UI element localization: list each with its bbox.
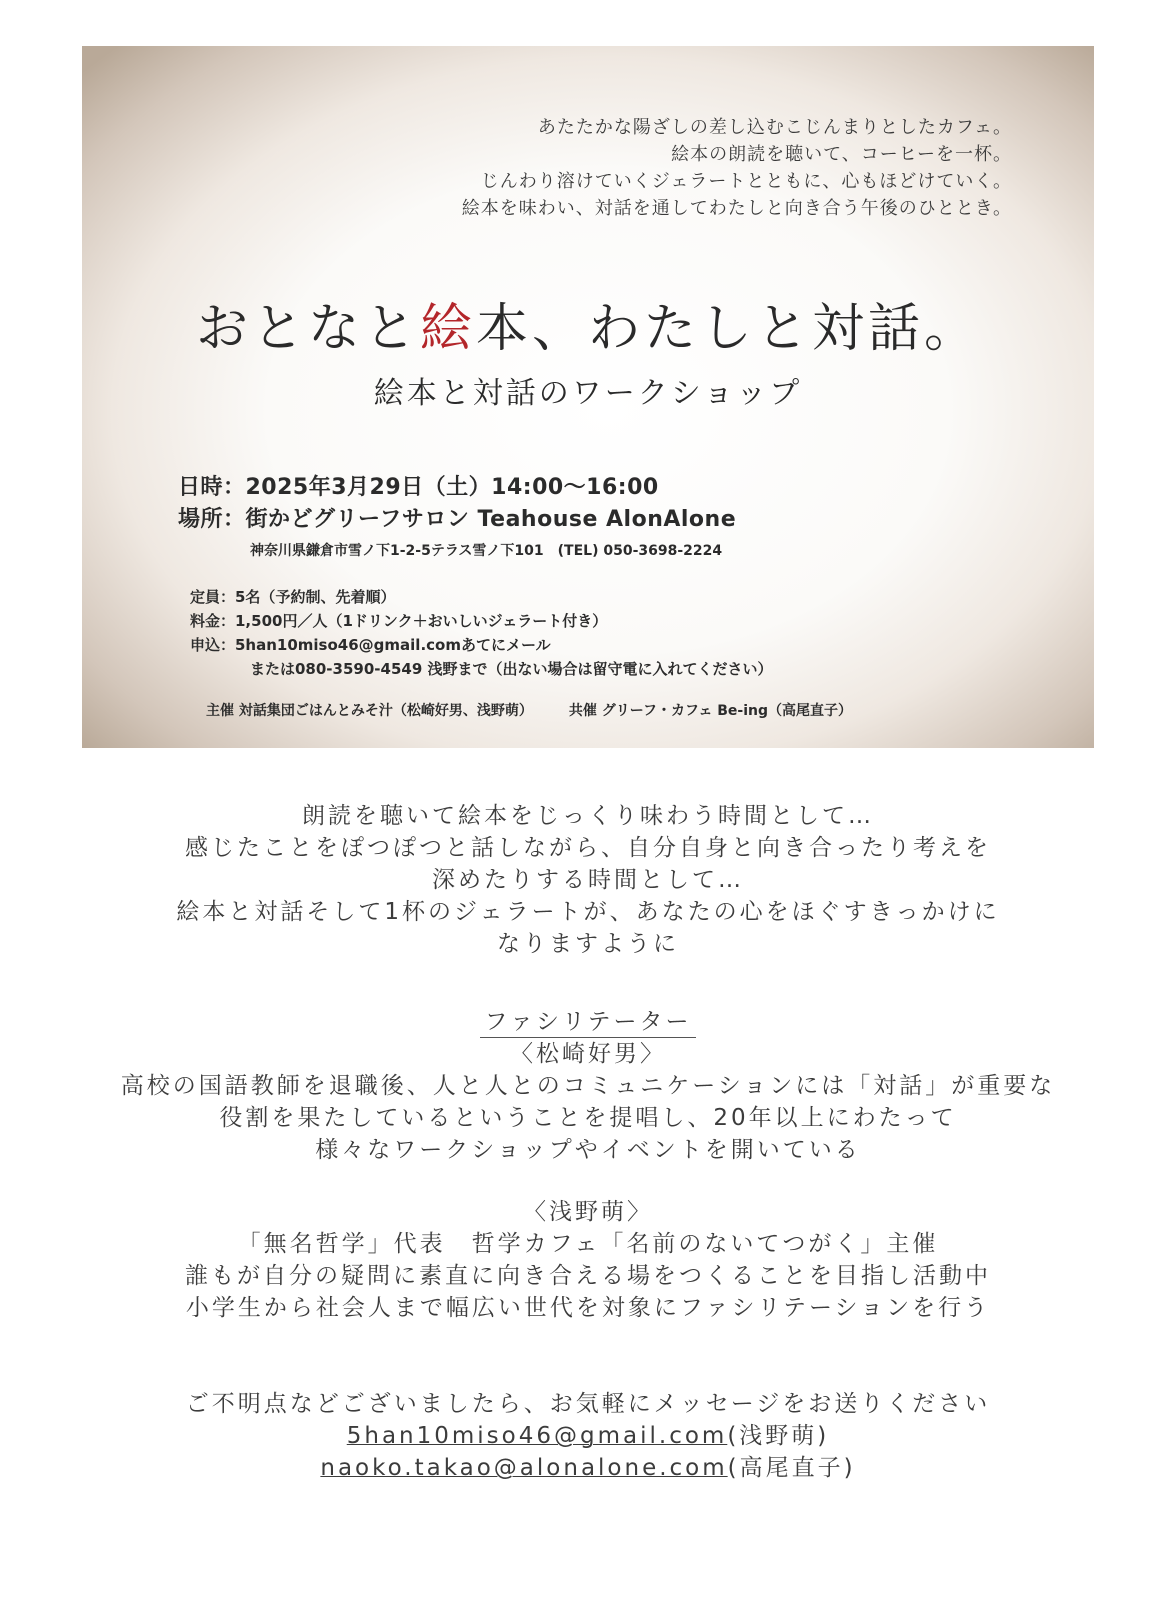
facilitator-bio-line: 様々なワークショップやイベントを開いている — [315, 1137, 861, 1163]
email-owner: (浅野萌) — [727, 1423, 830, 1449]
contact-section — [0, 1388, 1176, 1484]
cohost: 共催 グリーフ・カフェ Be-ing（高尾直子） — [568, 703, 852, 719]
facilitator-section — [0, 1006, 1176, 1166]
title-part: おとなと — [195, 299, 420, 359]
flyer-title — [82, 286, 1094, 361]
text-line: 朗読を聴いて絵本をじっくり味わう時間として… — [302, 803, 874, 829]
intro-text — [0, 800, 1176, 960]
email-owner: (高尾直子) — [727, 1455, 856, 1481]
event-flyer-image — [82, 46, 1094, 748]
title-part: 本、わたしと対話。 — [476, 299, 981, 359]
email-link-takao[interactable]: naoko.takao@alonalone.com — [320, 1455, 728, 1481]
intro-line: あたたかな陽ざしの差し込むこじんまりとしたカフェ。 — [537, 117, 1012, 138]
text-line: 絵本と対話そして1杯のジェラートが、あなたの心をほぐすきっかけに — [176, 899, 1000, 925]
facilitator-name: 〈浅野萌〉 — [523, 1199, 653, 1225]
event-date: 日時：2025年3月29日（土）14:00～16:00 — [178, 475, 659, 500]
facilitator-bio-line: 役割を果たしているということを提唱し、20年以上にわたって — [219, 1105, 957, 1131]
intro-line: 絵本の朗読を聴いて、コーヒーを一杯。 — [671, 144, 1012, 165]
event-apply: 申込：5han10miso46@gmail.comあてにメール — [190, 636, 551, 654]
title-highlight: 絵 — [419, 299, 476, 359]
facilitator-section-2 — [0, 1196, 1176, 1324]
host: 主催 対話集団ごはんとみそ汁（松崎好男、浅野萌） — [206, 703, 533, 719]
facilitator-bio-line: 誰もが自分の疑問に素直に向き合える場をつくることを目指し活動中 — [185, 1263, 991, 1289]
event-place: 場所：街かどグリーフサロン Teahouse AlonAlone — [178, 507, 737, 532]
contact-message: ご不明点などございましたら、お気軽にメッセージをお送りください — [185, 1391, 991, 1417]
intro-line: 絵本を味わい、対話を通してわたしと向き合う午後のひととき。 — [461, 198, 1012, 219]
event-fee: 料金：1,500円／人（1ドリンク＋おいしいジェラート付き） — [190, 612, 608, 630]
flyer-intro — [462, 114, 1012, 222]
event-organizers — [206, 700, 852, 720]
facilitator-bio-line: 高校の国語教師を退職後、人と人とのコミュニケーションには「対話」が重要な — [120, 1073, 1056, 1099]
facilitator-heading: ファシリテーター — [480, 1008, 695, 1038]
intro-line: じんわり溶けていくジェラートとともに、心もほどけていく。 — [480, 171, 1012, 192]
facilitator-name: 〈松崎好男〉 — [510, 1041, 666, 1067]
facilitator-bio-line: 「無名哲学」代表 哲学カフェ「名前のないてつがく」主催 — [237, 1231, 939, 1257]
event-apply-phone: または080-3590-4549 浅野まで（出ない場合は留守電に入れてください） — [250, 660, 773, 678]
text-line: 感じたことをぽつぽつと話しながら、自分自身と向き合ったり考えを — [185, 835, 991, 861]
event-address: 神奈川県鎌倉市雪ノ下1-2-5テラス雪ノ下101 (TEL) 050-3698-2224 — [250, 543, 723, 559]
text-line: なりますように — [497, 931, 679, 957]
flyer-subtitle: 絵本と対話のワークショップ — [373, 376, 803, 411]
email-link-asano[interactable]: 5han10miso46@gmail.com — [346, 1423, 728, 1449]
event-capacity: 定員：5名（予約制、先着順） — [190, 588, 396, 606]
text-line: 深めたりする時間として… — [432, 867, 744, 893]
facilitator-bio-line: 小学生から社会人まで幅広い世代を対象にファシリテーションを行う — [185, 1295, 991, 1321]
